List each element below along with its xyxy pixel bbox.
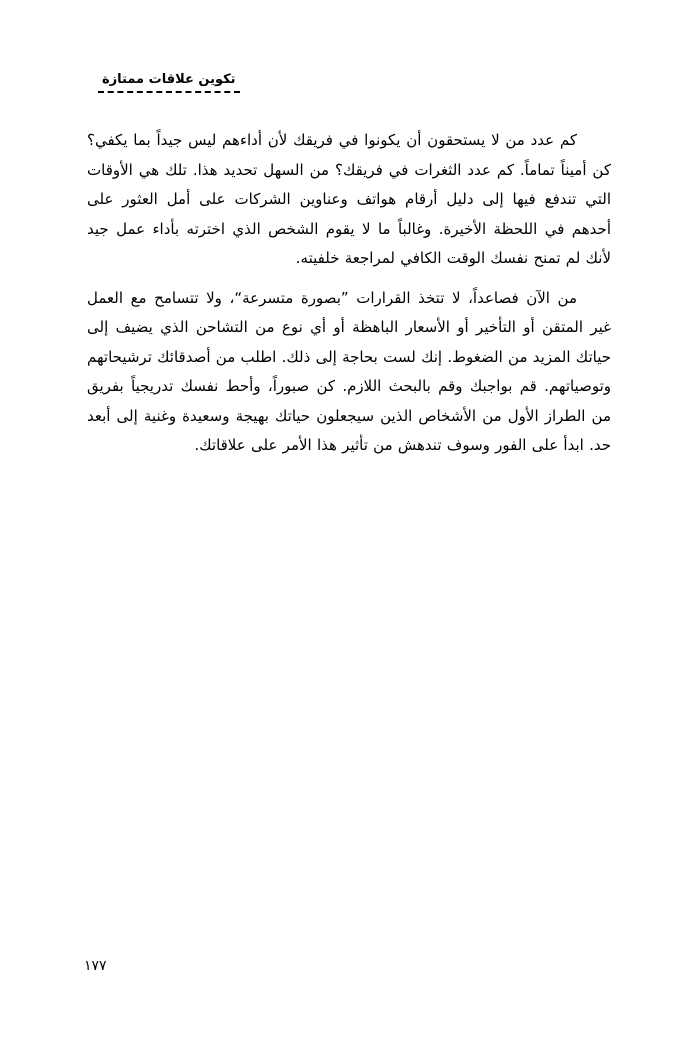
running-header-rule	[98, 68, 240, 93]
paragraph-1: كم عدد من لا يستحقون أن يكونوا في فريقك لأن أداءهم ليس جيداً بما يكفي؟ كن أميناً تماماً. كم عدد الثغرات في فريقك؟ من السهل تحديد هذا. تلك هي الأوقات التي تندفع فيها إلى دليل أرقام هواتف وعناوين الشركات على أمل العثور على أحدهم في اللحظة الأخيرة. وغالباً ما لا يقوم الشخص الذي اخترته بأداء عمل جيد لأنك لم تمنح نفسك الوقت الكافي لمراجعة خلفيته.	[87, 131, 611, 267]
paragraph-2: من الآن فصاعداً، لا تتخذ القرارات ”بصورة متسرعة“، ولا تتسامح مع العمل غير المتقن أو التأخير أو الأسعار الباهظة أو أي نوع من التشاحن الذي يضيف إلى حياتك المزيد من الضغوط. إنك لست بحاجة إلى ذلك. اطلب من أصدقائك ترشيحاتهم وتوصياتهم. قم بواجبك وقم بالبحث اللازم. كن صبوراً، وأحط نفسك تدريجياً بفريق من الطراز الأول من الأشخاص الذين سيجعلون حياتك بهيجة وسعيدة وغنية إلى أبعد حد. ابدأ على الفور وسوف تندهش من تأثير هذا الأمر على علاقاتك.	[87, 288, 611, 454]
running-header	[0, 68, 698, 93]
body-text-block	[87, 126, 611, 461]
running-header-title: تكوين علاقات ممتازة	[102, 72, 236, 87]
page-number: ١٧٧	[84, 958, 107, 974]
